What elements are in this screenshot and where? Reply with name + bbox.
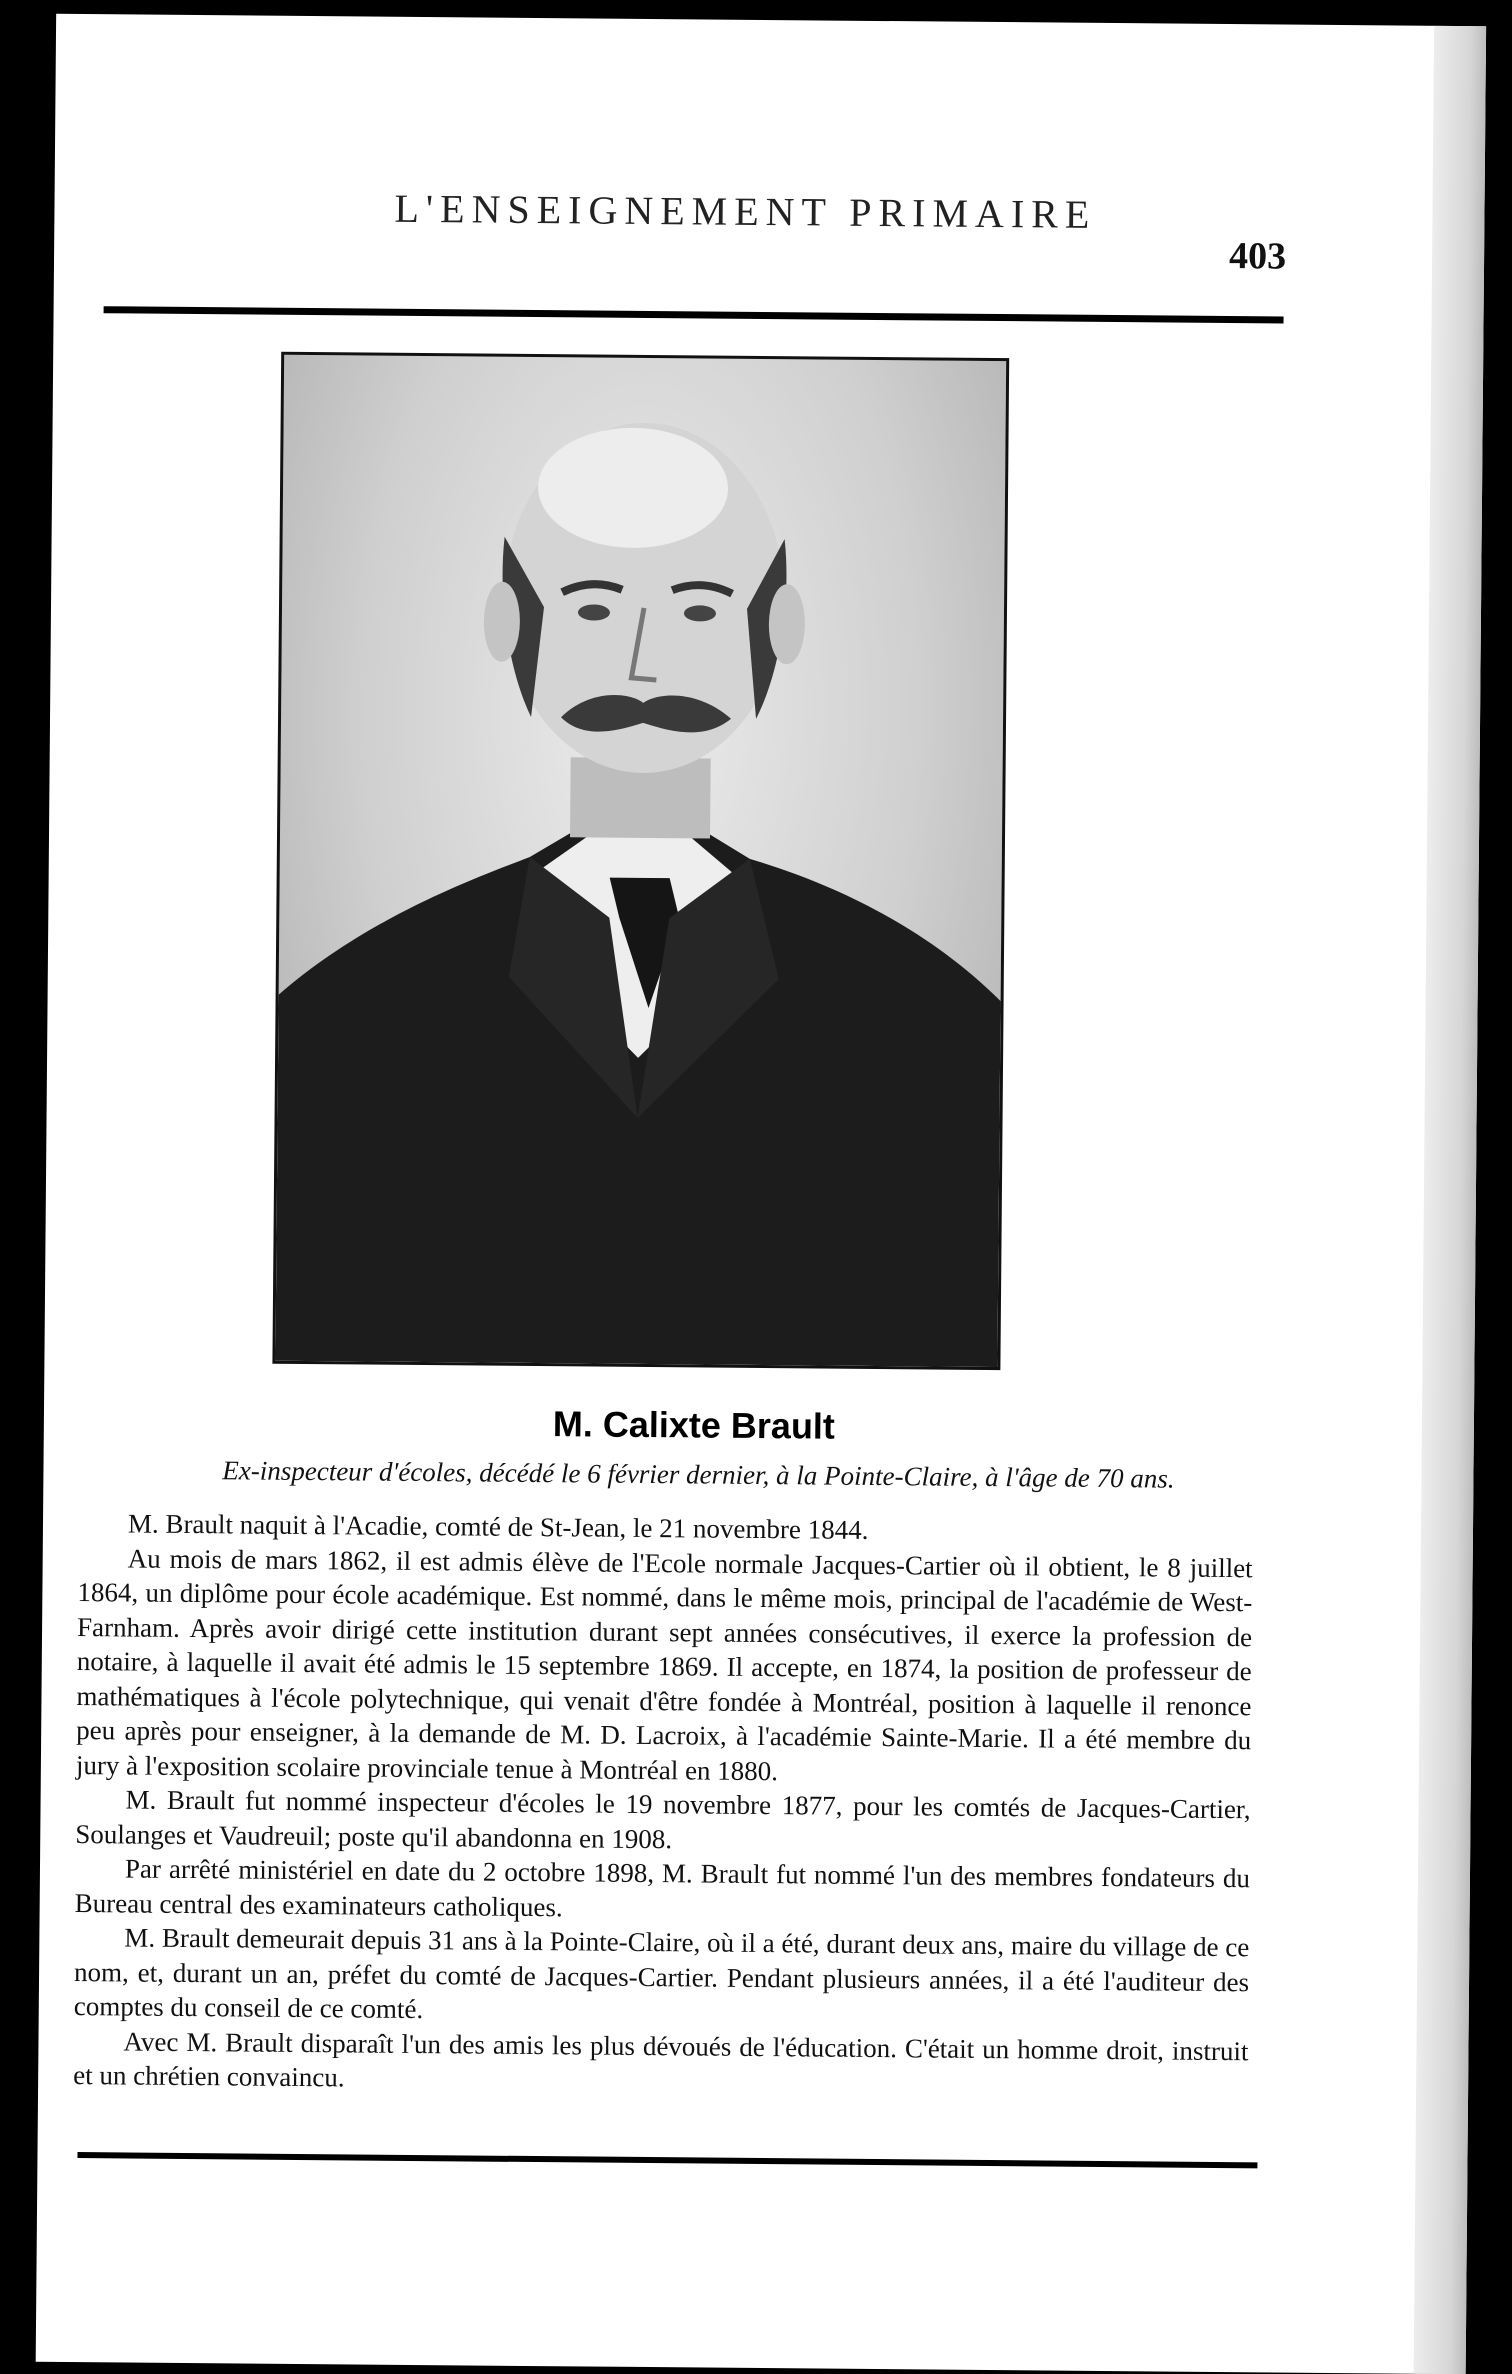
page-edge-shadow <box>1414 26 1486 2374</box>
paragraph: M. Brault fut nommé inspecteur d'écoles le 19 novembre 1877, pour les comtés de Jacques-Cartier, Soulanges et Vaudreuil; poste qu'il abandonna en 1908. <box>75 1784 1251 1854</box>
paragraph: Avec M. Brault disparaît l'un des amis les plus dévoués de l'éducation. C'était un homme droit, instruit et un chrétien convaincu. <box>73 2025 1249 2093</box>
running-head: L'ENSEIGNEMENT PRIMAIRE <box>394 185 1097 237</box>
article-body <box>73 1506 1253 2103</box>
bottom-rule <box>77 2152 1257 2168</box>
paragraph: Au mois de mars 1862, il est admis élève de l'Ecole normale Jacques-Cartier où il obtient, le 8 juillet 1864, un diplôme pour école académique. Est nommé, dans le même mois, principal de l'académie de West-Farnham. Après avoir dirigé cette institution durant sept années consécutives, il exerce la profession de notaire, à laquelle il avait été admis le 15 septembre 1869. Il accepte, en 1874, la position de professeur de mathématiques à l'école polytechnique, qui venait d'être fondée à Montréal, position à laquelle il renonce peu après pour enseigner, à la demande de M. D. Lacroix, à l'académie Sainte-Marie. Il a été membre du jury à l'exposition scolaire provinciale tenue à Montréal en 1880. <box>75 1542 1253 1786</box>
page-number: 403 <box>1228 235 1287 278</box>
top-rule <box>104 306 1284 323</box>
portrait-photo <box>272 352 1009 1370</box>
paragraph: M. Brault demeurait depuis 31 ans à la Pointe-Claire, où il a été, durant deux ans, maire du village de ce nom, et, durant un an, préfet du comté de Jacques-Cartier. Pendant plusieurs années, il a été l'auditeur des comptes du conseil de ce comté. <box>73 1922 1250 2025</box>
article-subtitle: Ex-inspecteur d'écoles, décédé le 6 février dernier, à la Pointe-Claire, à l'âge de 70 ans. <box>222 1455 1175 1494</box>
article-title: M. Calixte Brault <box>552 1403 836 1447</box>
paragraph: M. Brault naquit à l'Acadie, comté de St-Jean, le 21 novembre 1844. <box>127 1508 869 1545</box>
paragraph: Par arrêté ministériel en date du 2 octobre 1898, M. Brault fut nommé l'un des membres fondateurs du Bureau central des examinateurs catholiques. <box>74 1853 1251 1922</box>
book-page <box>36 14 1486 2374</box>
